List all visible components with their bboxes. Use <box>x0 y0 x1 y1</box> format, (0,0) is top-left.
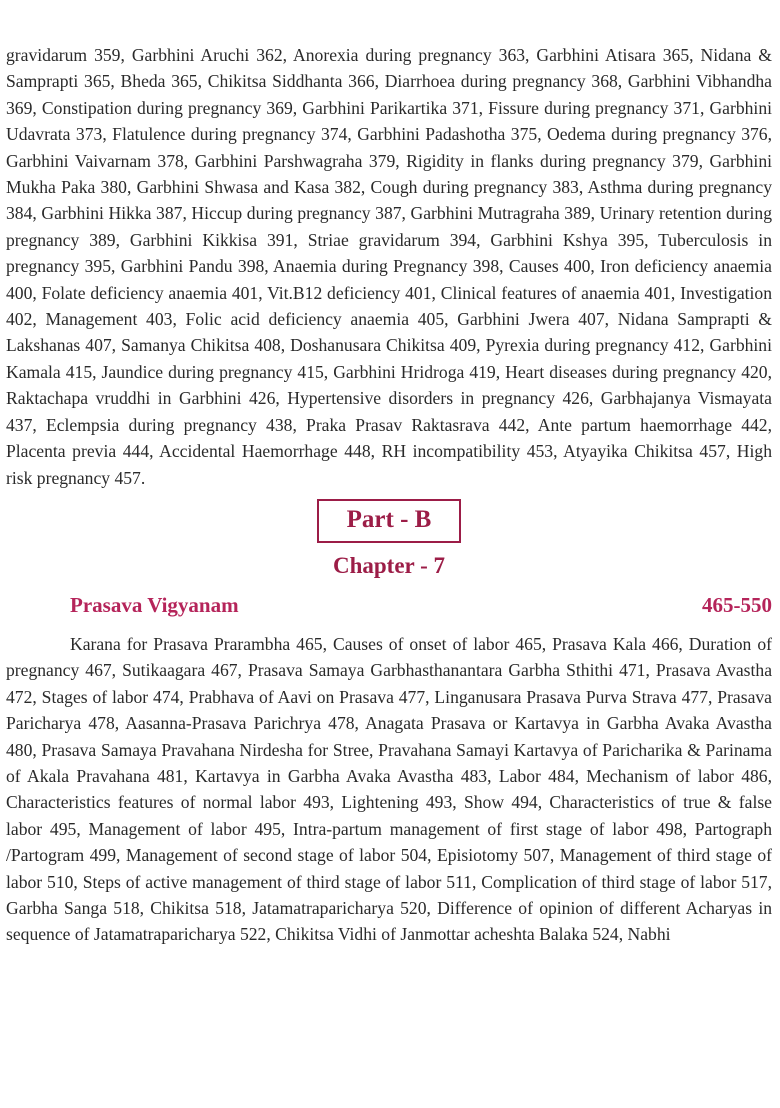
part-heading: Part - B <box>317 499 462 543</box>
chapter-heading: Chapter - 7 <box>332 552 445 578</box>
section-page-range: 465-550 <box>702 592 772 617</box>
contents-continuation-paragraph: gravidarum 359, Garbhini Aruchi 362, Anorexia during pregnancy 363, Garbhini Atisara 365, Nidana & Samprapti 365, Bheda 365, Chikitsa Siddhanta 366, Diarrhoea during pregnancy 368, Garbhini Vibhandha 369, Constipation during pregnancy 369, Garbhini Parikartika 371, Fissure during pregnancy 371, Garbhini Udavrata 373, Flatulence during pregnancy 374, Garbhini Padashotha 375, Oedema during pregnancy 376, Garbhini Vaivarnam 378, Garbhini Parshwagraha 379, Rigidity in flanks during pregnancy 379, Garbhini Mukha Paka 380, Garbhini Shwasa and Kasa 382, Cough during pregnancy 383, Asthma during pregnancy 384, Garbhini Hikka 387, Hiccup during pregnancy 387, Garbhini Mutragraha 389, Urinary retention during pregnancy 389, Garbhini Kikkisa 391, Striae gravidarum 394, Garbhini Kshya 395, Tuberculosis in pregnancy 395, Garbhini Pandu 398, Anaemia during Pregnancy 398, Causes 400, Iron deficiency anaemia 400, Folate deficiency anaemia 401, Vit.B12 deficiency 401, Clinical features of anaemia 401, Investigation 402, Management 403, Folic acid deficiency anaemia 405, Garbhini Jwera 407, Nidana Samprapti & Lakshanas 407, Samanya Chikitsa 408, Doshanusara Chikitsa 409, Pyrexia during pregnancy 412, Garbhini Kamala 415, Jaundice during pregnancy 415, Garbhini Hridroga 419, Heart diseases during pregnancy 420, Raktachapa vruddhi in Garbhini 426, Hypertensive disorders in pregnancy 426, Garbhajanya Vismayata 437, Eclempsia during pregnancy 438, Praka Prasav Raktasrava 442, Ante partum haemorrhage 442, Placenta previa 444, Accidental Haemorrhage 448, RH incompatibility 453, Atyayika Chikitsa 457, High risk pregnancy 457. <box>6 45 772 488</box>
section-heading-row <box>6 593 772 623</box>
section-title: Prasava Vigyanam <box>70 592 239 617</box>
part-heading-container <box>6 499 772 549</box>
document-page <box>6 42 772 948</box>
section-contents-paragraph: Karana for Prasava Prarambha 465, Causes of onset of labor 465, Prasava Kala 466, Duration of pregnancy 467, Sutikaagara 467, Prasava Samaya Garbhasthanantara Garbha Sthithi 471, Prasava Avastha 472, Stages of labor 474, Prabhava of Aavi on Prasava 477, Linganusara Prasava Purva Strava 477, Prasava Paricharya 478, Aasanna-Prasava Parichrya 478, Anagata Prasava or Kartavya in Garbha Avaka Avastha 480, Prasava Samaya Pravahana Nirdesha for Stree, Pravahana Samayi Kartavya of Paricharika & Parinama of Akala Pravahana 481, Kartavya in Garbha Avaka Avastha 483, Labor 484, Mechanism of labor 486, Characteristics features of normal labor 493, Lightening 493, Show 494, Characteristics of true & false labor 495, Management of labor 495, Intra-partum management of first stage of labor 498, Partograph /Partogram 499, Management of second stage of labor 504, Episiotomy 507, Management of third stage of labor 510, Steps of active management of third stage of labor 511, Complication of third stage of labor 517, Garbha Sanga 518, Chikitsa 518, Jatamatraparicharya 520, Difference of opinion of different Acharyas in sequence of Jatamatraparicharya 522, Chikitsa Vidhi of Janmottar acheshta Balaka 524, Nabhi <box>6 633 772 945</box>
